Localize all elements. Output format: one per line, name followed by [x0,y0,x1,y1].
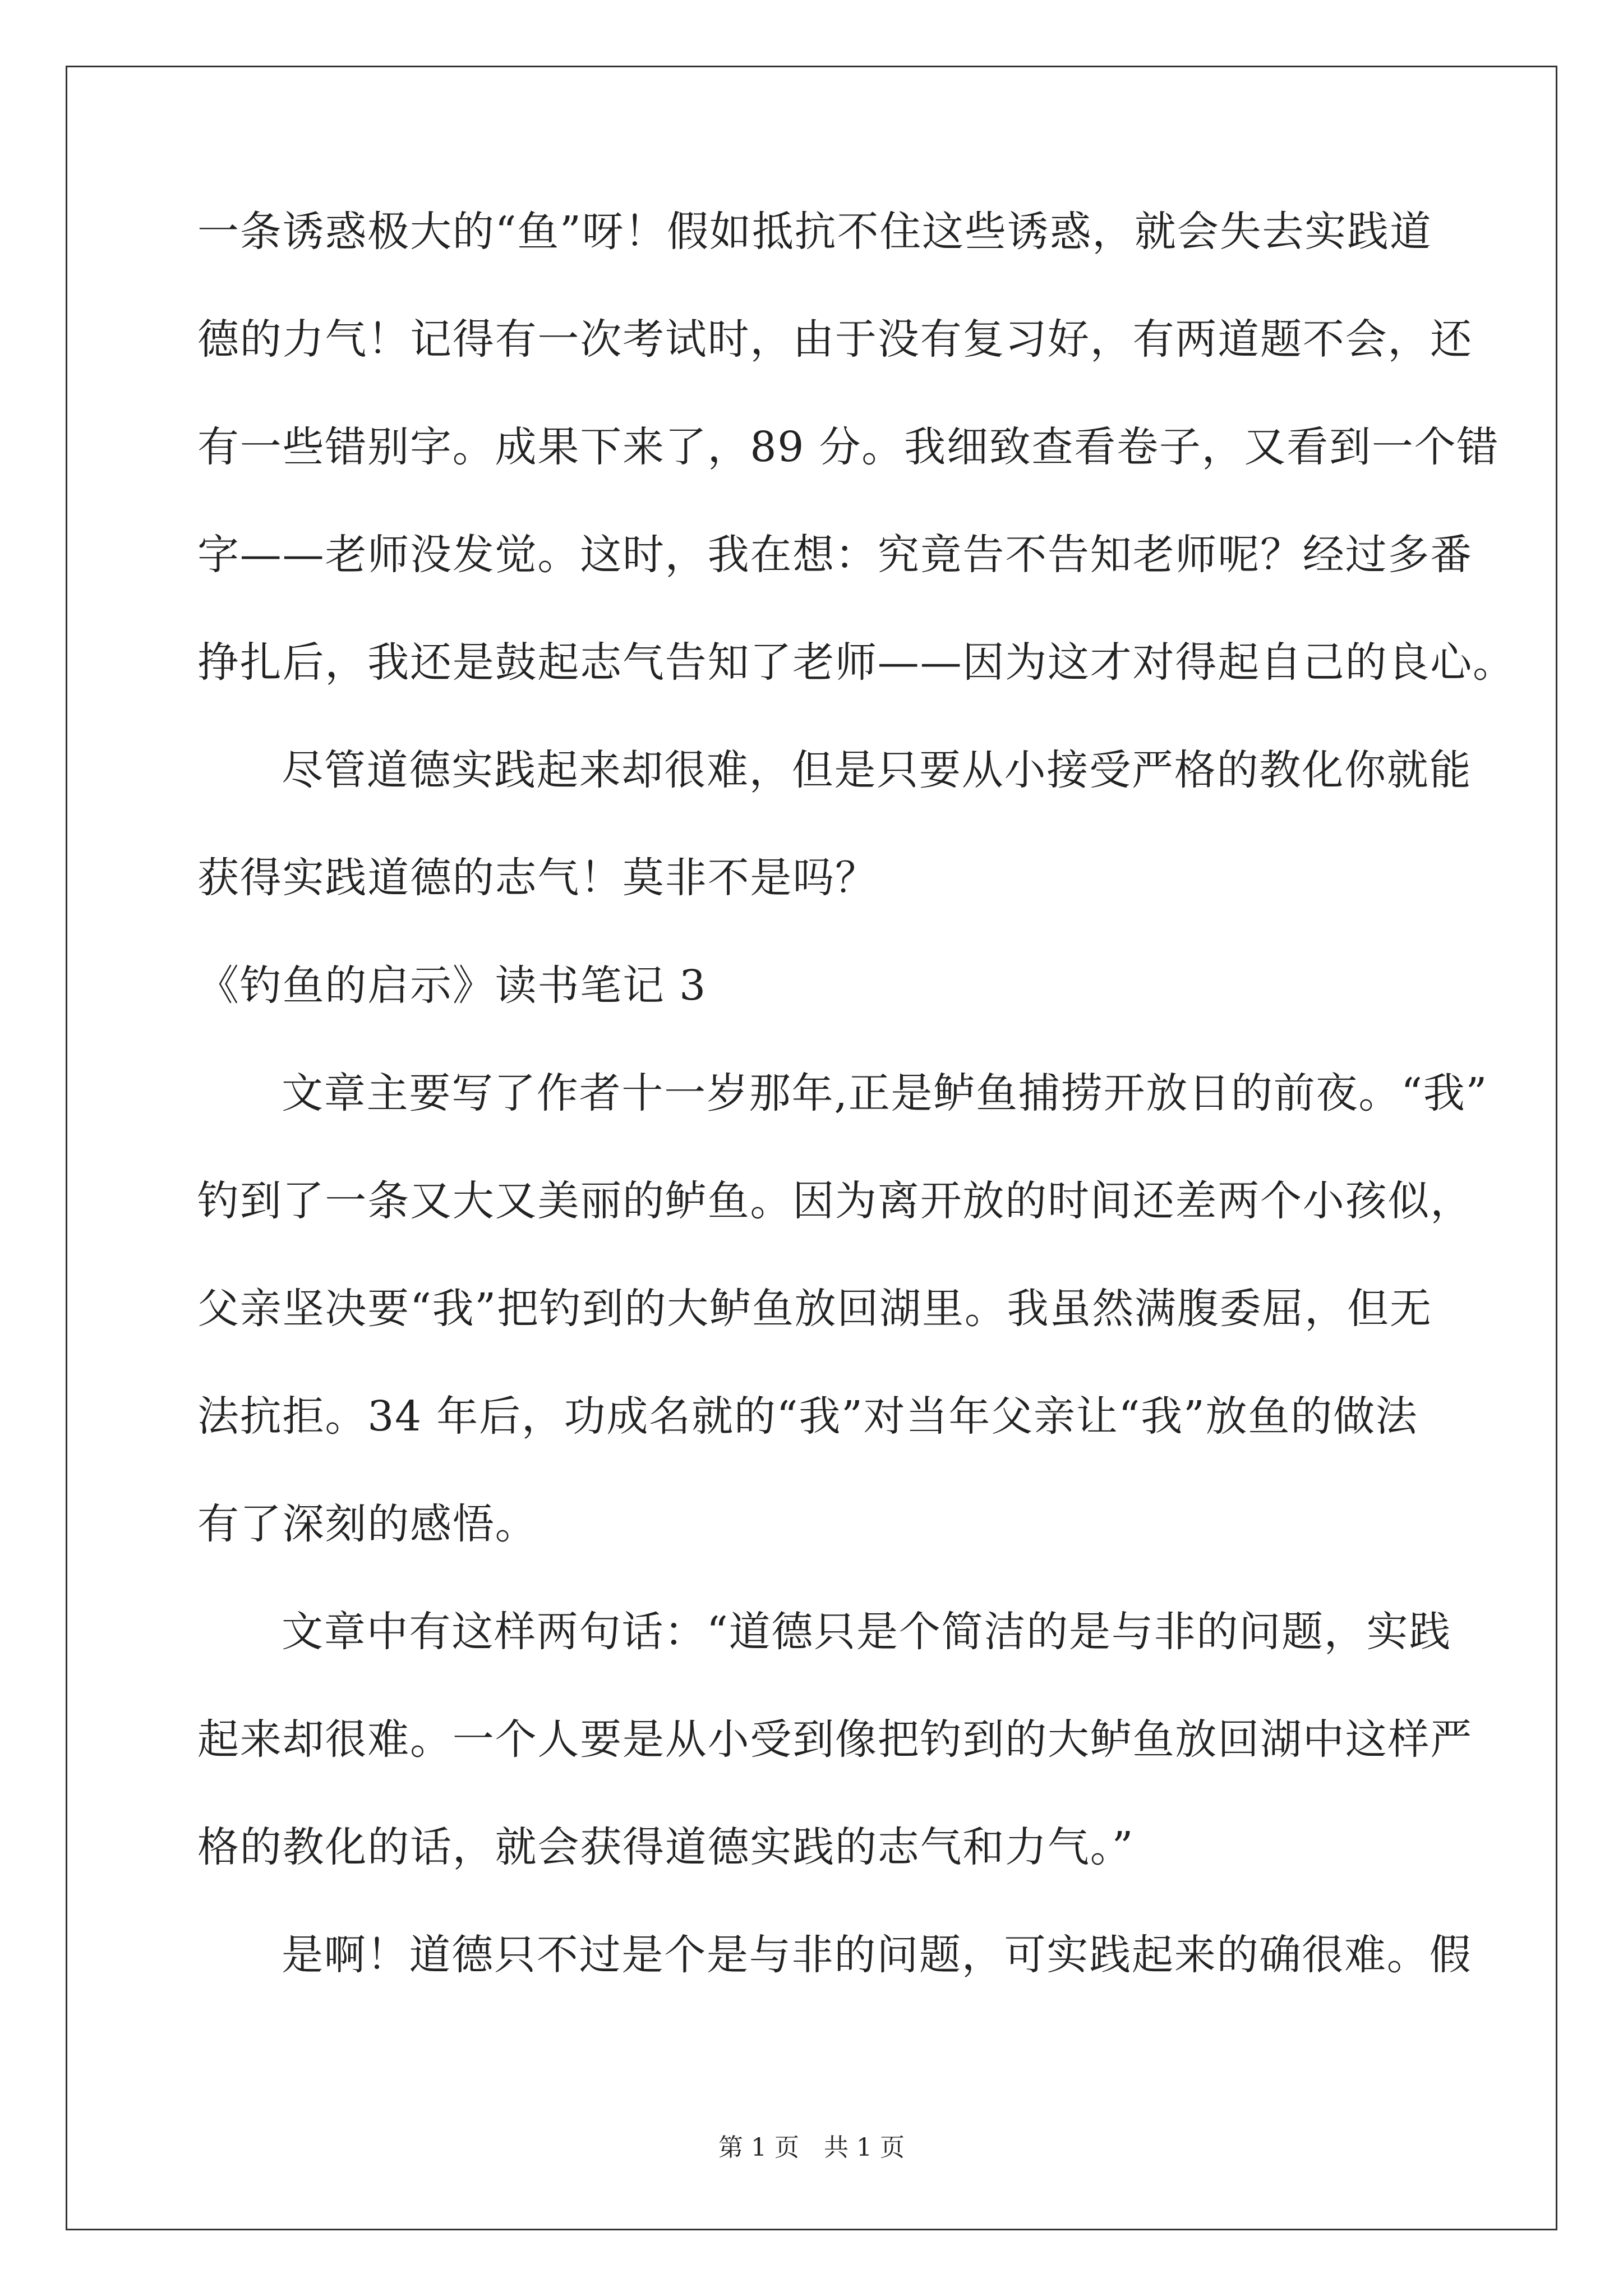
text-line: 法抗拒。34 年后，功成名就的“我”对当年父亲让“我”放鱼的做法 [197,1392,1418,1441]
paragraph-start-line: 是啊！道德只不过是个是与非的问题，可实践起来的确很难。假 [282,1931,1472,1979]
text-line: 一条诱惑极大的“鱼”呀！假如抵抗不住这些诱惑，就会失去实践道 [197,208,1432,256]
paragraph-start-line: 尽管道德实践起来却很难，但是只要从小接受严格的教化你就能 [282,746,1472,794]
text-line: 挣扎后，我还是鼓起志气告知了老师——因为这才对得起自己的良心。 [197,638,1515,687]
section-heading: 《钓鱼的启示》读书笔记 3 [197,961,707,1010]
document-body [197,208,1515,2042]
paragraph-start-line: 文章主要写了作者十一岁那年,正是鲈鱼捕捞开放日的前夜。“我” [282,1069,1488,1117]
text-line: 父亲坚决要“我”把钓到的大鲈鱼放回湖里。我虽然满腹委屈，但无 [197,1285,1432,1333]
text-line: 字——老师没发觉。这时，我在想：究竟告不告知老师呢？经过多番 [197,531,1473,579]
paragraph-start-line: 文章中有这样两句话：“道德只是个简洁的是与非的问题，实践 [282,1608,1452,1656]
text-line: 有了深刻的感悟。 [197,1500,538,1548]
text-line: 获得实践道德的志气！莫非不是吗？ [197,854,878,902]
text-line: 有一些错别字。成果下来了，89 分。我细致查看卷子，又看到一个错 [197,423,1500,471]
page-footer: 第 1 页 共 1 页 [718,2133,905,2162]
text-line: 起来却很难。一个人要是从小受到像把钓到的大鲈鱼放回湖中这样严 [197,1715,1473,1764]
text-line: 格的教化的话，就会获得道德实践的志气和力气。” [197,1823,1135,1871]
text-line: 钓到了一条又大又美丽的鲈鱼。因为离开放的时间还差两个小孩似， [197,1177,1473,1225]
text-line: 德的力气！记得有一次考试时，由于没有复习好，有两道题不会，还 [197,315,1473,364]
